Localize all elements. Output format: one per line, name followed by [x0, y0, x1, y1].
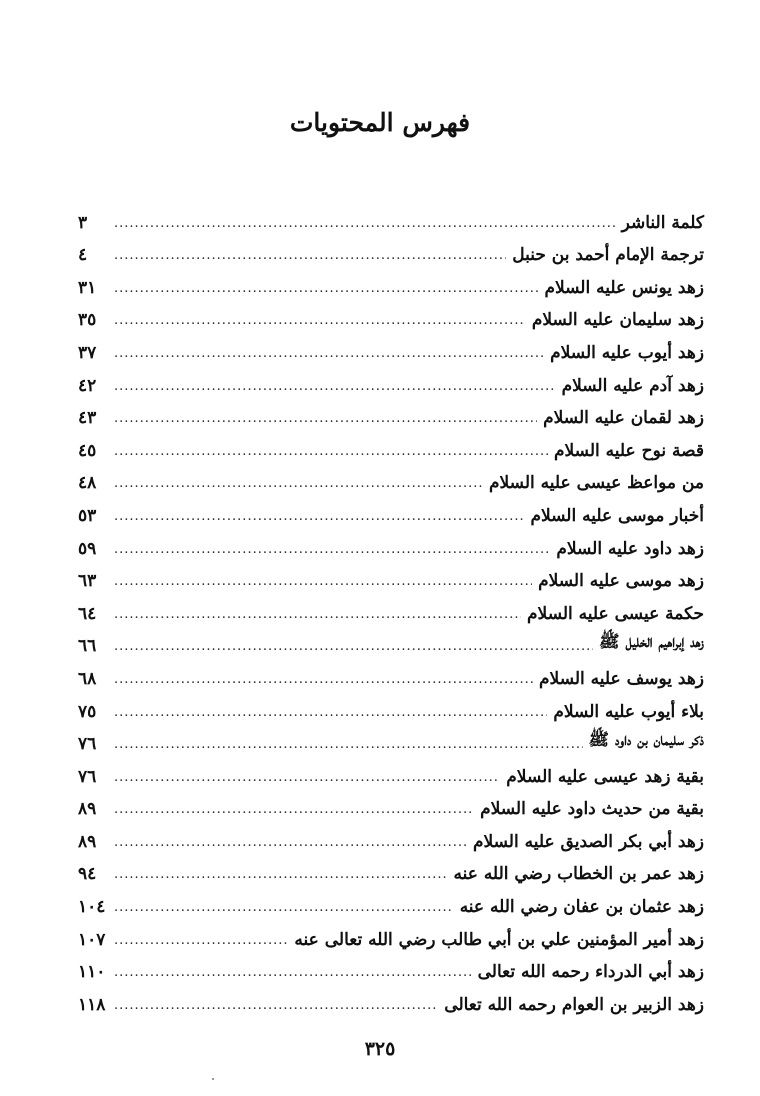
toc-entry-title: زهد موسى عليه السلام: [538, 571, 704, 592]
toc-entry-title: بقية زهد عيسى عليه السلام: [506, 766, 704, 787]
toc-dot-leader: [114, 834, 467, 852]
toc-entry-title: زهد داود عليه السلام: [556, 538, 704, 559]
toc-entry-title: حكمة عيسى عليه السلام: [527, 603, 704, 624]
toc-entry-page: ٥٣: [78, 505, 97, 526]
toc-entry: [78, 624, 704, 657]
toc-dot-leader: [114, 247, 506, 265]
toc-entry: [78, 884, 704, 917]
toc-entry: [78, 754, 704, 787]
toc-dot-leader: [114, 280, 538, 298]
toc-entry-title: زهد يوسف عليه السلام: [539, 668, 704, 689]
toc-entry-page: ٩٤: [78, 864, 97, 885]
toc-entry-page: ٤٢: [78, 375, 97, 396]
toc-entry-page: ٨٩: [78, 831, 97, 852]
toc-dot-leader: [114, 312, 526, 330]
toc-entry-page: ٦٦: [78, 636, 97, 657]
toc-entry: [78, 852, 704, 885]
toc-entry-page: ٧٦: [78, 734, 97, 755]
toc-entry: [78, 656, 704, 689]
toc-entry-page: ٥٩: [78, 538, 97, 559]
toc-entry-title: زهد أمير المؤمنين علي بن أبي طالب رضي الله تعالى عنه: [294, 929, 704, 950]
toc-entry-page: ٧٥: [78, 701, 97, 722]
toc-entry-title: زهد أبي بكر الصديق عليه السلام: [472, 831, 704, 852]
toc-dot-leader: [114, 964, 472, 982]
toc-entry-title: زهد الزبير بن العوام رحمه الله تعالى: [444, 994, 704, 1015]
table-of-contents: [78, 200, 704, 1015]
toc-dot-leader: [114, 443, 548, 461]
toc-entry-title: زهد آدم عليه السلام: [561, 375, 704, 396]
toc-dot-leader: [114, 410, 537, 428]
toc-entry-title: زهد يونس عليه السلام: [544, 277, 704, 298]
toc-dot-leader: [114, 475, 483, 493]
toc-entry-title: زهد أبي الدرداء رحمه الله تعالى: [477, 962, 704, 983]
toc-entry: [78, 722, 704, 755]
toc-entry-title: زهد إبراهيم الخليل ﷺ: [598, 632, 704, 653]
toc-entry: [78, 396, 704, 429]
toc-entry: [78, 591, 704, 624]
toc-entry-title: زهد أيوب عليه السلام: [550, 342, 704, 363]
toc-dot-leader: [114, 736, 583, 754]
toc-entry-page: ٨٩: [78, 799, 97, 820]
toc-entry-page: ٤: [78, 245, 88, 266]
toc-entry-title: ترجمة الإمام أحمد بن حنبل: [512, 245, 704, 266]
toc-dot-leader: [114, 378, 556, 396]
toc-entry-page: ٧٦: [78, 766, 97, 787]
toc-entry-title: بلاء أيوب عليه السلام: [553, 701, 704, 722]
toc-entry-page: ٦٨: [78, 668, 97, 689]
toc-dot-leader: [114, 541, 550, 559]
toc-entry-title: زهد عثمان بن عفان رضي الله عنه: [459, 897, 704, 918]
toc-entry: [78, 461, 704, 494]
toc-entry-title: زهد عمر بن الخطاب رضي الله عنه: [453, 864, 704, 885]
toc-dot-leader: [114, 573, 532, 591]
toc-entry: [78, 950, 704, 983]
toc-entry-page: ٣٧: [78, 342, 97, 363]
toc-entry: [78, 917, 704, 950]
toc-entry-page: ١٠٧: [78, 929, 106, 950]
toc-entry-title: بقية من حديث داود عليه السلام: [480, 799, 704, 820]
toc-entry: [78, 559, 704, 592]
toc-entry: [78, 982, 704, 1015]
toc-entry-page: ١١٠: [78, 962, 106, 983]
page-number: ٣٢٥: [364, 1038, 396, 1060]
toc-entry: [78, 428, 704, 461]
toc-entry-page: ٦٣: [78, 571, 97, 592]
toc-dot-leader: [114, 997, 438, 1015]
toc-entry-page: ٣٥: [78, 310, 97, 331]
toc-dot-leader: [114, 606, 521, 624]
toc-dot-leader: [114, 215, 616, 233]
scan-speck: [212, 1078, 214, 1080]
toc-entry-page: ١٠٤: [78, 897, 106, 918]
toc-dot-leader: [114, 866, 448, 884]
toc-entry-page: ٤٣: [78, 408, 97, 429]
toc-dot-leader: [114, 801, 474, 819]
toc-entry: [78, 787, 704, 820]
toc-entry: [78, 330, 704, 363]
toc-entry: [78, 298, 704, 331]
toc-entry-page: ٣١: [78, 277, 97, 298]
toc-entry-title: ذكر سليمان بن داود ﷺ: [588, 730, 704, 751]
toc-entry: [78, 233, 704, 266]
toc-dot-leader: [114, 508, 524, 526]
toc-entry-title: قصة نوح عليه السلام: [554, 440, 704, 461]
toc-entry-page: ٦٤: [78, 603, 97, 624]
toc-dot-leader: [114, 345, 544, 363]
toc-entry: [78, 493, 704, 526]
toc-dot-leader: [114, 704, 547, 722]
toc-entry-page: ١١٨: [78, 994, 106, 1015]
toc-entry-page: ٣: [78, 212, 88, 233]
toc-entry-title: من مواعظ عيسى عليه السلام: [489, 473, 704, 494]
toc-entry: [78, 526, 704, 559]
toc-entry: [78, 200, 704, 233]
toc-entry-title: كلمة الناشر: [621, 212, 704, 233]
page-title: فهرس المحتويات: [289, 108, 471, 137]
toc-dot-leader: [114, 899, 454, 917]
toc-entry-page: ٤٥: [78, 440, 97, 461]
toc-entry-title: زهد سليمان عليه السلام: [531, 310, 704, 331]
toc-entry: [78, 689, 704, 722]
toc-entry: [78, 819, 704, 852]
toc-entry: [78, 363, 704, 396]
toc-entry: [78, 265, 704, 298]
toc-entry-page: ٤٨: [78, 473, 97, 494]
toc-entry-title: زهد لقمان عليه السلام: [543, 408, 704, 429]
toc-dot-leader: [114, 932, 288, 950]
toc-dot-leader: [114, 769, 500, 787]
toc-dot-leader: [114, 638, 593, 656]
toc-entry-title: أخبار موسى عليه السلام: [530, 505, 704, 526]
toc-dot-leader: [114, 671, 533, 689]
